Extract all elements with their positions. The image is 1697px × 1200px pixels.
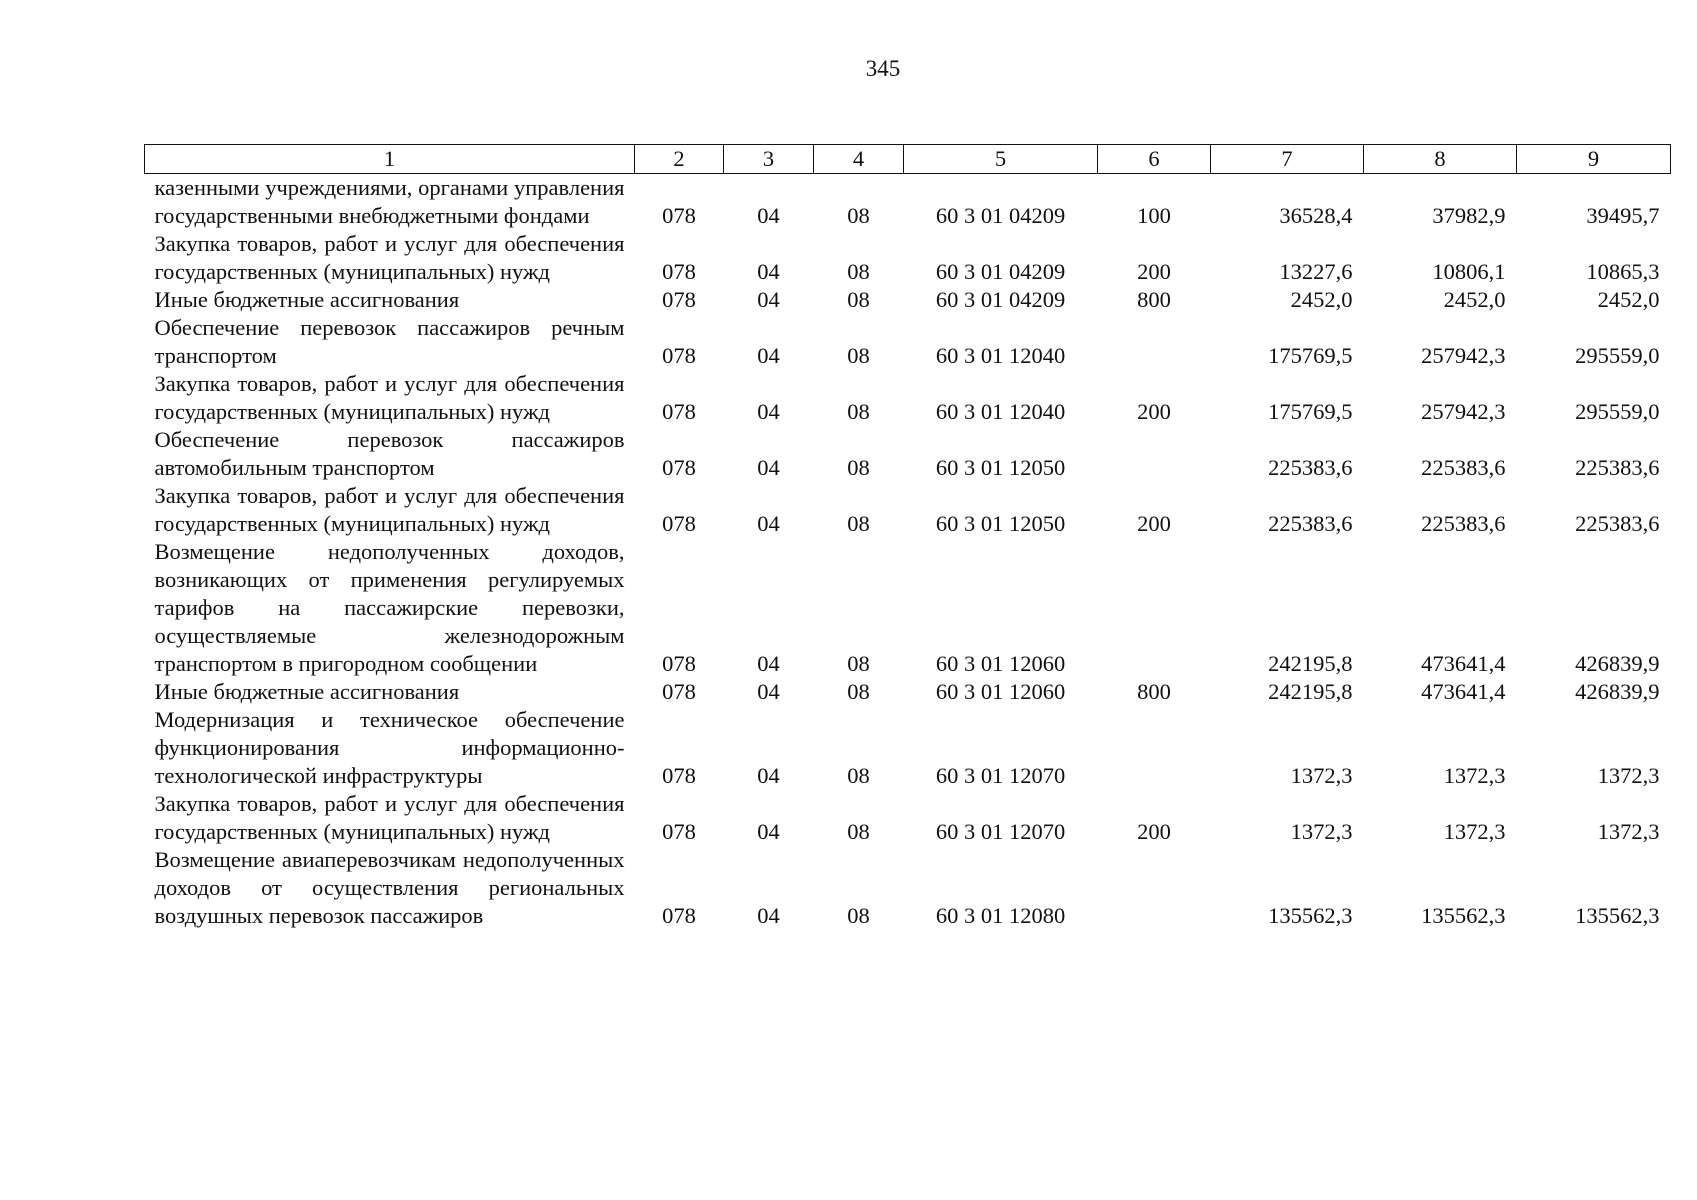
row-name-cell: Иные бюджетные ассигнования — [154, 679, 460, 704]
col-7-cell: 175769,5 — [1268, 399, 1353, 424]
col-2-cell: 078 — [662, 287, 696, 312]
table-row — [145, 678, 1671, 706]
row-name-cell: Возмещение недополученных доходов, возникающих от применения регулируемых тарифов на пассажирские перевозки, осуществляемые железнодорожным транспортом в пригородном сообщении — [154, 539, 625, 676]
col-7-cell: 175769,5 — [1268, 343, 1353, 368]
col-5-cell: 60 3 01 12070 — [935, 819, 1066, 844]
col-5-cell: 60 3 01 12080 — [935, 903, 1066, 928]
col-6-cell — [1098, 426, 1211, 482]
col-7-cell: 242195,8 — [1268, 679, 1353, 704]
column-header-4: 4 — [814, 145, 904, 174]
col-5-cell: 60 3 01 04209 — [935, 259, 1066, 284]
col-7-cell: 135562,3 — [1268, 903, 1353, 928]
col-2-cell: 078 — [662, 763, 696, 788]
column-header-8: 8 — [1364, 145, 1517, 174]
row-name-cell: Закупка товаров, работ и услуг для обеспечения государственных (муниципальных) нужд — [154, 231, 625, 284]
table-row — [145, 230, 1671, 286]
row-name-cell: Закупка товаров, работ и услуг для обеспечения государственных (муниципальных) нужд — [154, 371, 625, 424]
col-4-cell: 08 — [847, 903, 870, 928]
col-8-cell: 10806,1 — [1432, 259, 1506, 284]
col-6-cell: 200 — [1137, 819, 1171, 844]
col-2-cell: 078 — [662, 343, 696, 368]
col-5-cell: 60 3 01 12040 — [935, 343, 1066, 368]
header-row — [145, 145, 1671, 174]
col-8-cell: 1372,3 — [1443, 819, 1506, 844]
col-4-cell: 08 — [847, 259, 870, 284]
col-9-cell: 225383,6 — [1575, 511, 1660, 536]
col-2-cell: 078 — [662, 679, 696, 704]
row-name-cell: Иные бюджетные ассигнования — [154, 287, 460, 312]
row-name-cell: Модернизация и техническое обеспечение функционирования информационно-технологической инфраструктуры — [154, 707, 625, 788]
row-name-cell: казенными учреждениями, органами управления государственными внебюджетными фондами — [154, 175, 625, 228]
col-5-cell: 60 3 01 12070 — [935, 763, 1066, 788]
col-7-cell: 2452,0 — [1290, 287, 1353, 312]
col-6-cell — [1098, 538, 1211, 678]
row-name-cell: Закупка товаров, работ и услуг для обеспечения государственных (муниципальных) нужд — [154, 483, 625, 536]
col-8-cell: 473641,4 — [1421, 679, 1506, 704]
col-9-cell: 426839,9 — [1575, 679, 1660, 704]
col-2-cell: 078 — [662, 903, 696, 928]
col-8-cell: 225383,6 — [1421, 511, 1506, 536]
table-row — [145, 370, 1671, 426]
table-row — [145, 706, 1671, 790]
col-9-cell: 135562,3 — [1575, 903, 1660, 928]
col-3-cell: 04 — [757, 259, 780, 284]
col-8-cell: 473641,4 — [1421, 651, 1506, 676]
col-4-cell: 08 — [847, 455, 870, 480]
column-header-5: 5 — [904, 145, 1098, 174]
col-6-cell — [1098, 846, 1211, 930]
col-7-cell: 13227,6 — [1279, 259, 1353, 284]
col-5-cell: 60 3 01 12060 — [935, 651, 1066, 676]
col-4-cell: 08 — [847, 399, 870, 424]
col-3-cell: 04 — [757, 903, 780, 928]
col-4-cell: 08 — [847, 819, 870, 844]
col-3-cell: 04 — [757, 343, 780, 368]
col-5-cell: 60 3 01 12050 — [935, 455, 1066, 480]
col-3-cell: 04 — [757, 511, 780, 536]
col-5-cell: 60 3 01 04209 — [935, 203, 1066, 228]
col-6-cell: 800 — [1137, 287, 1171, 312]
table-row — [145, 174, 1671, 231]
col-2-cell: 078 — [662, 203, 696, 228]
col-2-cell: 078 — [662, 259, 696, 284]
page-number: 345 — [865, 56, 901, 81]
table-row — [145, 538, 1671, 678]
table-row — [145, 846, 1671, 930]
col-7-cell: 225383,6 — [1268, 455, 1353, 480]
col-4-cell: 08 — [847, 203, 870, 228]
col-3-cell: 04 — [757, 651, 780, 676]
col-7-cell: 36528,4 — [1279, 203, 1353, 228]
col-6-cell: 200 — [1137, 259, 1171, 284]
column-header-6: 6 — [1098, 145, 1211, 174]
col-8-cell: 225383,6 — [1421, 455, 1506, 480]
col-3-cell: 04 — [757, 455, 780, 480]
col-2-cell: 078 — [662, 399, 696, 424]
col-4-cell: 08 — [847, 343, 870, 368]
col-6-cell: 100 — [1137, 203, 1171, 228]
table-row — [145, 426, 1671, 482]
column-header-2: 2 — [635, 145, 724, 174]
col-9-cell: 1372,3 — [1597, 819, 1660, 844]
col-9-cell: 2452,0 — [1597, 287, 1660, 312]
row-name-cell: Закупка товаров, работ и услуг для обеспечения государственных (муниципальных) нужд — [154, 791, 625, 844]
col-8-cell: 257942,3 — [1421, 343, 1506, 368]
row-name-cell: Обеспечение перевозок пассажиров автомобильным транспортом — [154, 427, 625, 480]
col-4-cell: 08 — [847, 679, 870, 704]
col-9-cell: 295559,0 — [1575, 399, 1660, 424]
column-header-3: 3 — [724, 145, 814, 174]
col-9-cell: 295559,0 — [1575, 343, 1660, 368]
row-name-cell: Обеспечение перевозок пассажиров речным транспортом — [154, 315, 625, 368]
col-7-cell: 1372,3 — [1290, 819, 1353, 844]
col-9-cell: 10865,3 — [1586, 259, 1660, 284]
col-6-cell — [1098, 706, 1211, 790]
column-header-1: 1 — [145, 145, 635, 174]
col-7-cell: 1372,3 — [1290, 763, 1353, 788]
col-4-cell: 08 — [847, 287, 870, 312]
col-8-cell: 257942,3 — [1421, 399, 1506, 424]
col-4-cell: 08 — [847, 651, 870, 676]
col-5-cell: 60 3 01 12050 — [935, 511, 1066, 536]
col-4-cell: 08 — [847, 511, 870, 536]
col-2-cell: 078 — [662, 511, 696, 536]
col-5-cell: 60 3 01 12040 — [935, 399, 1066, 424]
col-3-cell: 04 — [757, 399, 780, 424]
column-header-9: 9 — [1517, 145, 1671, 174]
col-6-cell: 800 — [1137, 679, 1171, 704]
col-2-cell: 078 — [662, 651, 696, 676]
col-9-cell: 426839,9 — [1575, 651, 1660, 676]
table-row — [145, 314, 1671, 370]
col-2-cell: 078 — [662, 455, 696, 480]
col-6-cell: 200 — [1137, 511, 1171, 536]
col-2-cell: 078 — [662, 819, 696, 844]
table-row — [145, 286, 1671, 314]
col-8-cell: 2452,0 — [1443, 287, 1506, 312]
col-8-cell: 135562,3 — [1421, 903, 1506, 928]
col-8-cell: 37982,9 — [1432, 203, 1506, 228]
col-8-cell: 1372,3 — [1443, 763, 1506, 788]
col-3-cell: 04 — [757, 763, 780, 788]
budget-table — [144, 144, 1671, 930]
col-9-cell: 39495,7 — [1586, 203, 1660, 228]
table-header — [145, 145, 1671, 174]
col-9-cell: 1372,3 — [1597, 763, 1660, 788]
col-9-cell: 225383,6 — [1575, 455, 1660, 480]
col-7-cell: 225383,6 — [1268, 511, 1353, 536]
table-row — [145, 790, 1671, 846]
col-5-cell: 60 3 01 12060 — [935, 679, 1066, 704]
col-5-cell: 60 3 01 04209 — [935, 287, 1066, 312]
col-6-cell: 200 — [1137, 399, 1171, 424]
col-3-cell: 04 — [757, 287, 780, 312]
col-7-cell: 242195,8 — [1268, 651, 1353, 676]
col-3-cell: 04 — [757, 203, 780, 228]
row-name-cell: Возмещение авиаперевозчикам недополученных доходов от осуществления региональных воздушных перевозок пассажиров — [154, 847, 625, 928]
col-4-cell: 08 — [847, 763, 870, 788]
table-row — [145, 482, 1671, 538]
column-header-7: 7 — [1211, 145, 1364, 174]
col-6-cell — [1098, 314, 1211, 370]
col-3-cell: 04 — [757, 679, 780, 704]
col-3-cell: 04 — [757, 819, 780, 844]
table-body — [145, 174, 1671, 931]
